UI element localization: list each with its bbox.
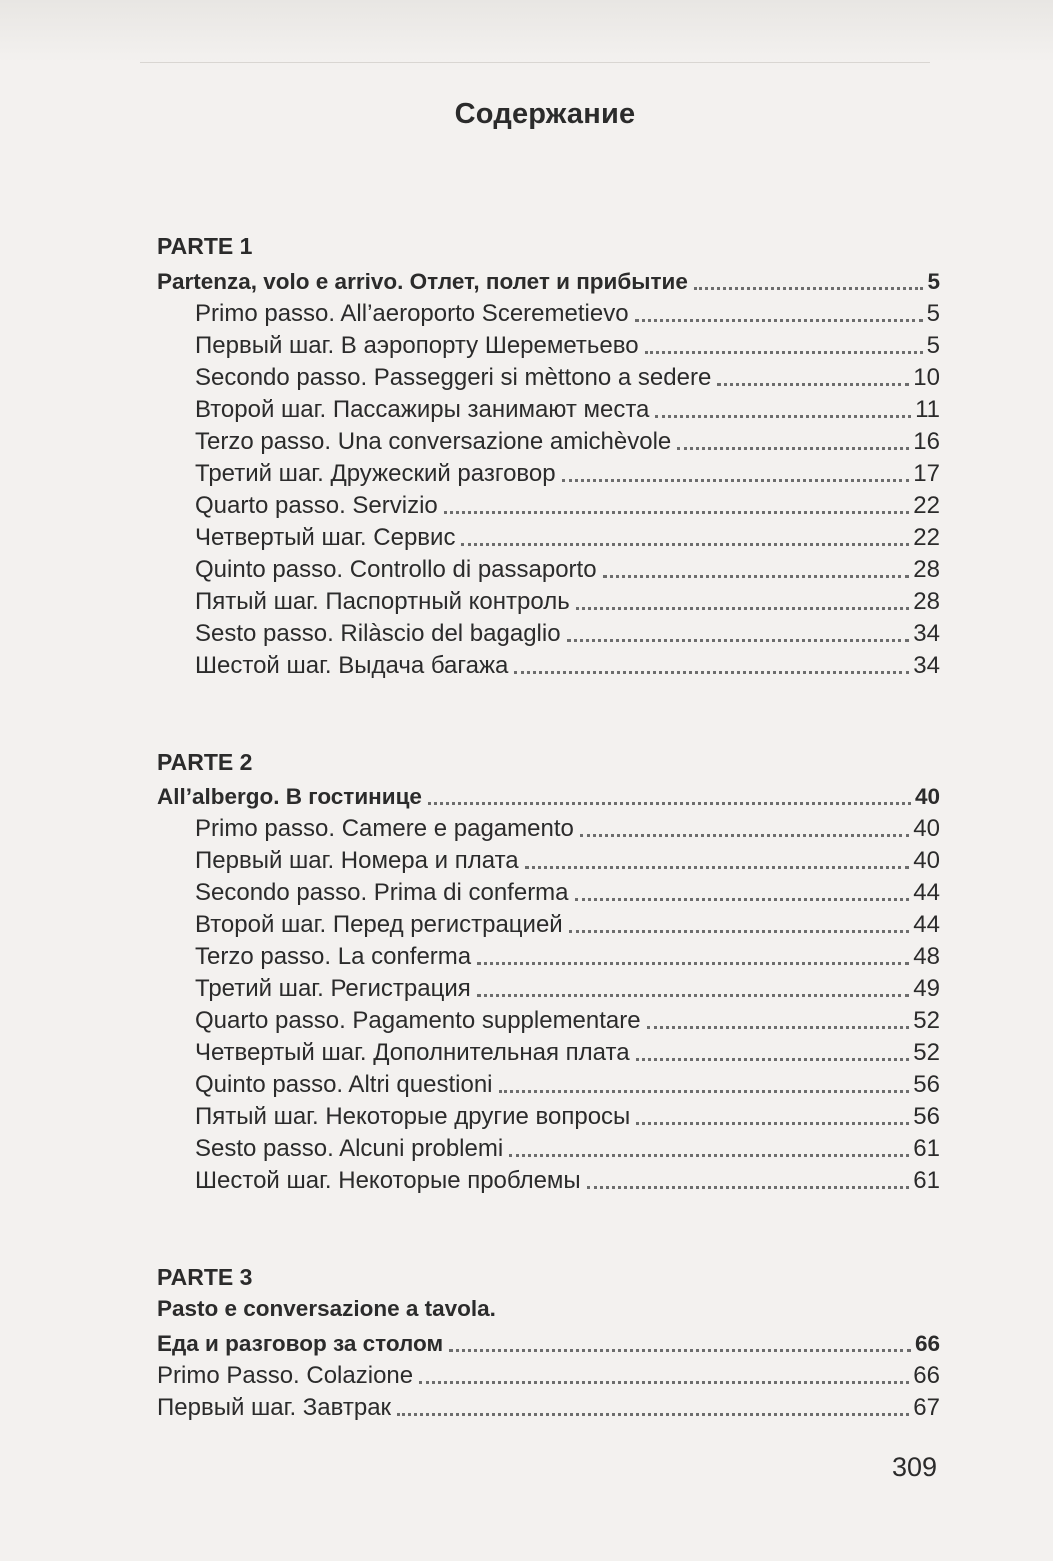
toc-entry xyxy=(195,488,940,520)
leader-dots xyxy=(514,671,909,674)
toc-entry-title: Primo Passo. Colazione xyxy=(157,1362,414,1389)
toc-entry xyxy=(195,1099,940,1131)
part-2-heading: PARTE 2 xyxy=(157,749,253,775)
toc-entry-page: 16 xyxy=(913,428,940,455)
leader-dots xyxy=(569,930,910,933)
toc-entry xyxy=(195,392,940,424)
toc-entry-page: 40 xyxy=(914,784,940,809)
toc-entry-page: 66 xyxy=(913,1362,940,1389)
leader-dots xyxy=(397,1413,909,1416)
toc-entry xyxy=(195,875,940,907)
toc-entry-page: 52 xyxy=(913,1007,940,1034)
part-1-heading: PARTE 1 xyxy=(157,233,253,259)
toc-entry xyxy=(195,1131,940,1163)
toc-entry-page: 5 xyxy=(926,300,940,327)
toc-entry-title: All’albergo. В гостинице xyxy=(157,784,422,809)
toc-entry xyxy=(195,648,940,680)
toc-entry xyxy=(195,360,940,392)
toc-entry-title: Второй шаг. Пассажиры занимают места xyxy=(195,396,650,423)
toc-entry xyxy=(195,1067,940,1099)
leader-dots xyxy=(444,511,910,514)
toc-entry-page: 40 xyxy=(913,847,940,874)
toc-entry-page: 52 xyxy=(913,1039,940,1066)
toc-entry-title: Пятый шаг. Паспортный контроль xyxy=(195,588,570,615)
leader-dots xyxy=(477,994,910,997)
leader-dots xyxy=(645,351,923,354)
toc-entry-page: 10 xyxy=(913,364,940,391)
toc-entry xyxy=(195,1003,940,1035)
toc-entry-title: Первый шаг. Номера и плата xyxy=(195,847,519,874)
toc-entry-title: Primo passo. All’aeroporto Sceremetievo xyxy=(195,300,629,327)
toc-entry-page: 34 xyxy=(913,652,940,679)
toc-entry-page: 11 xyxy=(915,396,940,423)
toc-entry-title: Terzo passo. La conferma xyxy=(195,943,472,970)
toc-entry-title: Второй шаг. Перед регистрацией xyxy=(195,911,563,938)
leader-dots xyxy=(428,802,911,805)
toc-entry xyxy=(195,296,940,328)
toc-entry-title: Quinto passo. Controllo di passaporto xyxy=(195,556,597,583)
toc-entry-title: Шестой шаг. Выдача багажа xyxy=(195,652,509,679)
toc-entry-page: 61 xyxy=(913,1167,940,1194)
page-number: 309 xyxy=(892,1452,938,1482)
toc-entry-page: 66 xyxy=(914,1331,940,1356)
toc-entry xyxy=(195,520,940,552)
toc-entry-page: 28 xyxy=(913,556,940,583)
bleed-through-header xyxy=(0,0,1053,62)
toc-entry-page: 28 xyxy=(913,588,940,615)
leader-dots xyxy=(636,1058,910,1061)
toc-entry-title: Четвертый шаг. Дополнительная плата xyxy=(195,1039,630,1066)
toc-entry xyxy=(195,811,940,843)
header-rule xyxy=(140,62,930,63)
leader-dots xyxy=(636,1122,909,1125)
toc-entry xyxy=(157,264,940,296)
toc-entry xyxy=(195,328,940,360)
toc-entry-page: 40 xyxy=(913,815,940,842)
toc-entry xyxy=(195,907,940,939)
toc-entry-page: 44 xyxy=(913,879,940,906)
toc-entry-title: Первый шаг. В аэропорту Шереметьево xyxy=(195,332,639,359)
leader-dots xyxy=(509,1154,909,1157)
toc-entry-title: Пятый шаг. Некоторые другие вопросы xyxy=(195,1103,631,1130)
leader-dots xyxy=(477,962,909,965)
leader-dots xyxy=(635,319,923,322)
toc-entry-title: Secondo passo. Passeggeri si mèttono a sedere xyxy=(195,364,712,391)
toc-entry-page: 49 xyxy=(913,975,940,1002)
leader-dots xyxy=(580,834,909,837)
toc-entry-page: 56 xyxy=(913,1103,940,1130)
toc-entry-page: 67 xyxy=(913,1394,940,1421)
toc-entry xyxy=(195,1163,940,1195)
toc-entry xyxy=(195,552,940,584)
leader-dots xyxy=(587,1186,910,1189)
leader-dots xyxy=(449,1349,911,1352)
toc-entry-page: 5 xyxy=(927,269,940,294)
toc-entry-page: 61 xyxy=(913,1135,940,1162)
leader-dots xyxy=(647,1026,910,1029)
part-3-title: Pasto e conversazione a tavola. xyxy=(157,1296,496,1321)
toc-entry-title: Quinto passo. Altri questioni xyxy=(195,1071,493,1098)
leader-dots xyxy=(419,1381,909,1384)
leader-dots xyxy=(655,415,911,418)
toc-entry-title: Третий шаг. Регистрация xyxy=(195,975,471,1002)
leader-dots xyxy=(694,287,924,290)
toc-entry xyxy=(157,1326,940,1358)
leader-dots xyxy=(562,479,910,482)
toc-entry-title: Первый шаг. Завтрак xyxy=(157,1394,392,1421)
toc-entry-title: Terzo passo. Una conversazione amichèvole xyxy=(195,428,672,455)
toc-entry-title: Шестой шаг. Некоторые проблемы xyxy=(195,1167,581,1194)
toc-entry xyxy=(195,843,940,875)
leader-dots xyxy=(567,639,910,642)
toc-entry xyxy=(195,584,940,616)
toc-entry xyxy=(195,971,940,1003)
toc-entry-title: Третий шаг. Дружеский разговор xyxy=(195,460,556,487)
toc-entry-title: Sesto passo. Alcuni problemi xyxy=(195,1135,504,1162)
toc-entry-title: Sesto passo. Rilàscio del bagaglio xyxy=(195,620,561,647)
toc-entry xyxy=(195,424,940,456)
toc-entry xyxy=(157,1390,940,1422)
leader-dots xyxy=(576,607,910,610)
leader-dots xyxy=(717,383,909,386)
toc-entry-page: 22 xyxy=(913,524,940,551)
toc-entry-title: Secondo passo. Prima di conferma xyxy=(195,879,569,906)
toc-entry-page: 44 xyxy=(913,911,940,938)
toc-entry-title: Primo passo. Camere e pagamento xyxy=(195,815,574,842)
part-3-heading: PARTE 3 xyxy=(157,1264,253,1290)
toc-entry-title: Quarto passo. Pagamento supplementare xyxy=(195,1007,641,1034)
toc-entry-title: Quarto passo. Servizio xyxy=(195,492,438,519)
toc-entry xyxy=(195,1035,940,1067)
toc-entry-page: 5 xyxy=(926,332,940,359)
leader-dots xyxy=(525,866,910,869)
toc-entry xyxy=(195,456,940,488)
toc-entry-page: 34 xyxy=(913,620,940,647)
toc-entry-page: 17 xyxy=(913,460,940,487)
leader-dots xyxy=(575,898,910,901)
toc-entry xyxy=(195,939,940,971)
toc-entry-page: 56 xyxy=(913,1071,940,1098)
toc-entry-title: Еда и разговор за столом xyxy=(157,1331,444,1356)
toc-entry xyxy=(157,779,940,811)
leader-dots xyxy=(603,575,910,578)
toc-entry-page: 22 xyxy=(913,492,940,519)
toc-entry xyxy=(157,1358,940,1390)
page-title: Содержание xyxy=(454,98,636,130)
leader-dots xyxy=(499,1090,910,1093)
toc-entry-title: Partenza, volo e arrivo. Отлет, полет и прибытие xyxy=(157,269,688,294)
toc-entry xyxy=(195,616,940,648)
toc-entry-page: 48 xyxy=(913,943,940,970)
leader-dots xyxy=(461,543,909,546)
leader-dots xyxy=(677,447,909,450)
toc-entry-title: Четвертый шаг. Сервис xyxy=(195,524,456,551)
